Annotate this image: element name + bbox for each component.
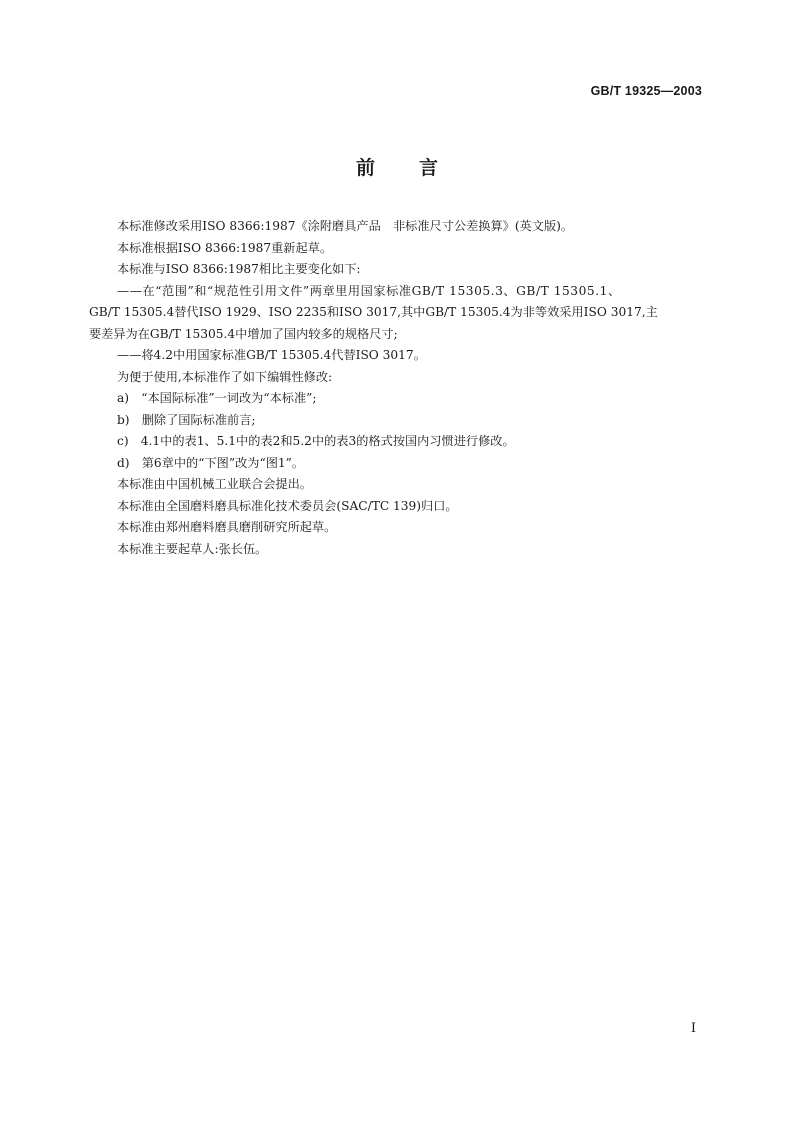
list-item-c: c) 4.1中的表1、5.1中的表2和5.2中的表3的格式按国内习惯进行修改。 [117, 434, 515, 448]
paragraph-centralized-by: 本标准由全国磨料磨具标准化技术委员会(SAC/TC 139)归口。 [117, 498, 458, 513]
paragraph-main-drafters: 本标准主要起草人:张长伍。 [117, 541, 268, 556]
paragraph-proposer: 本标准由中国机械工业联合会提出。 [117, 477, 312, 491]
document-body [89, 216, 704, 560]
paragraph-drafted-by: 本标准由郑州磨料磨具磨削研究所起草。 [117, 520, 337, 534]
paragraph-adoption: 本标准修改采用ISO 8366:1987《涂附磨具产品 非标准尺寸公差换算》(英文版)。 [117, 219, 574, 233]
page-number: I [690, 1021, 696, 1036]
paragraph-change-1-line-2: GB/T 15305.4替代ISO 1929、ISO 2235和ISO 3017,其中GB/T 15305.4为非等效采用ISO 3017,主 [89, 305, 658, 319]
list-item-d: d) 第6章中的“下图”改为“图1”。 [117, 455, 305, 470]
paragraph-change-1-line-1: ——在“范围”和“规范性引用文件”两章里用国家标准GB/T 15305.3、GB/T 15305.1、 [117, 283, 621, 298]
standard-code: GB/T 19325—2003 [590, 84, 702, 98]
paragraph-changes-intro: 本标准与ISO 8366:1987相比主要变化如下: [117, 262, 361, 276]
paragraph-change-2: ——将4.2中用国家标准GB/T 15305.4代替ISO 3017。 [117, 348, 426, 362]
page-title: 前言 [355, 157, 482, 179]
paragraph-change-1-line-3: 要差异为在GB/T 15305.4中增加了国内较多的规格尺寸; [89, 326, 398, 341]
paragraph-editorial-intro: 为便于使用,本标准作了如下编辑性修改: [117, 369, 333, 384]
list-item-b: b) 删除了国际标准前言; [117, 412, 256, 427]
list-item-a: a) “本国际标准”一词改为“本标准”; [117, 391, 317, 405]
paragraph-drafting-basis: 本标准根据ISO 8366:1987重新起草。 [117, 240, 333, 255]
